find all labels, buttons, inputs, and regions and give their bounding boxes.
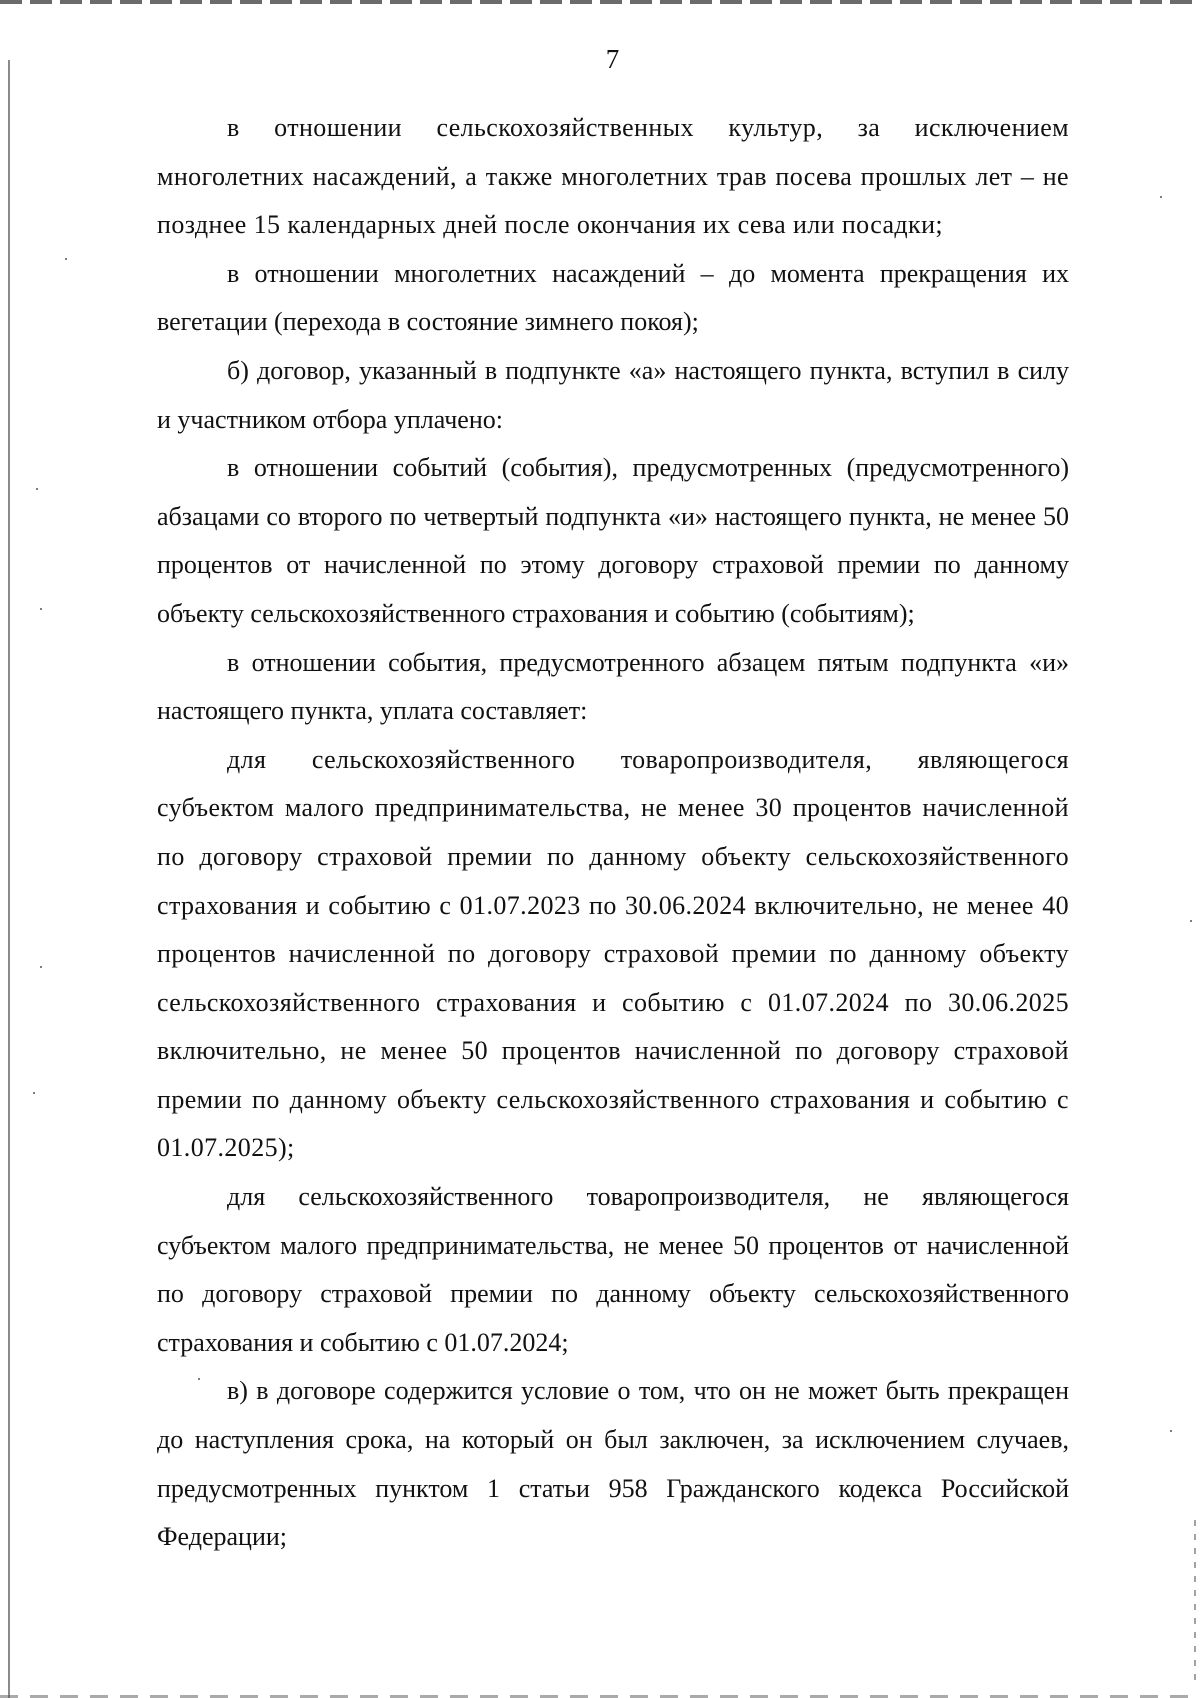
page-number: 7 [605, 44, 620, 74]
paragraph: в отношении события, предусмотренного абзацем пятым подпункта «и» настоящего пункта, уплата составляет: [157, 647, 1069, 726]
scan-speck [1190, 920, 1192, 922]
paragraph: для сельскохозяйственного товаропроизводителя, не являющегося субъектом малого предпринимательства, не менее 50 процентов от начисленной по договору страховой премии по данному объекту сельскохозяйственного страхования и событию с 01.07.2024; [157, 1182, 1069, 1357]
scan-edge-top [0, 0, 1200, 4]
paragraph: б) договор, указанный в подпункте «а» настоящего пункта, вступил в силу и участником отбора уплачено: [157, 355, 1069, 434]
paragraph: для сельскохозяйственного товаропроизводителя, являющегося субъектом малого предпринимательства, не менее 30 процентов начисленной по договору страховой премии по данному объекту сельскохозяйственного страхования и событию с 01.07.2023 по 30.06.2024 включительно, не менее 40 процентов начисленной по договору страховой премии по данному объекту сельскохозяйственного страхования и событию с 01.07.2024 по 30.06.2025 включительно, не менее 50 процентов начисленной по договору страховой премии по данному объекту сельскохозяйственного страхования и событию с 01.07.2025); [157, 744, 1069, 1163]
document-body [157, 104, 1069, 1562]
scan-edge-right [1194, 1520, 1196, 1680]
paragraph: в отношении многолетних насаждений – до момента прекращения их вегетации (перехода в состояние зимнего покоя); [157, 258, 1069, 337]
scan-speck [40, 608, 42, 610]
scan-speck [36, 488, 38, 490]
paragraph: в) в договоре содержится условие о том, что он не может быть прекращен до наступления срока, на который он был заключен, за исключением случаев, предусмотренных пунктом 1 статьи 958 Гражданского кодекса Российской Федерации; [157, 1376, 1069, 1552]
paragraph: в отношении сельскохозяйственных культур, за исключением многолетних насаждений, а также многолетних трав посева прошлых лет – не позднее 15 календарных дней после окончания их сева или посадки; [157, 113, 1069, 240]
scan-speck [1160, 196, 1162, 198]
scan-edge-left [8, 60, 10, 1698]
scan-speck [65, 258, 67, 260]
scan-speck [1170, 1430, 1172, 1432]
scan-speck [40, 966, 42, 968]
paragraph: в отношении событий (события), предусмотренных (предусмотренного) абзацами со второго по четвертый подпункта «и» настоящего пункта, не менее 50 процентов от начисленной по этому договору страховой премии по данному объекту сельскохозяйственного страхования и событию (событиям); [157, 453, 1069, 628]
scan-speck [33, 1092, 35, 1094]
